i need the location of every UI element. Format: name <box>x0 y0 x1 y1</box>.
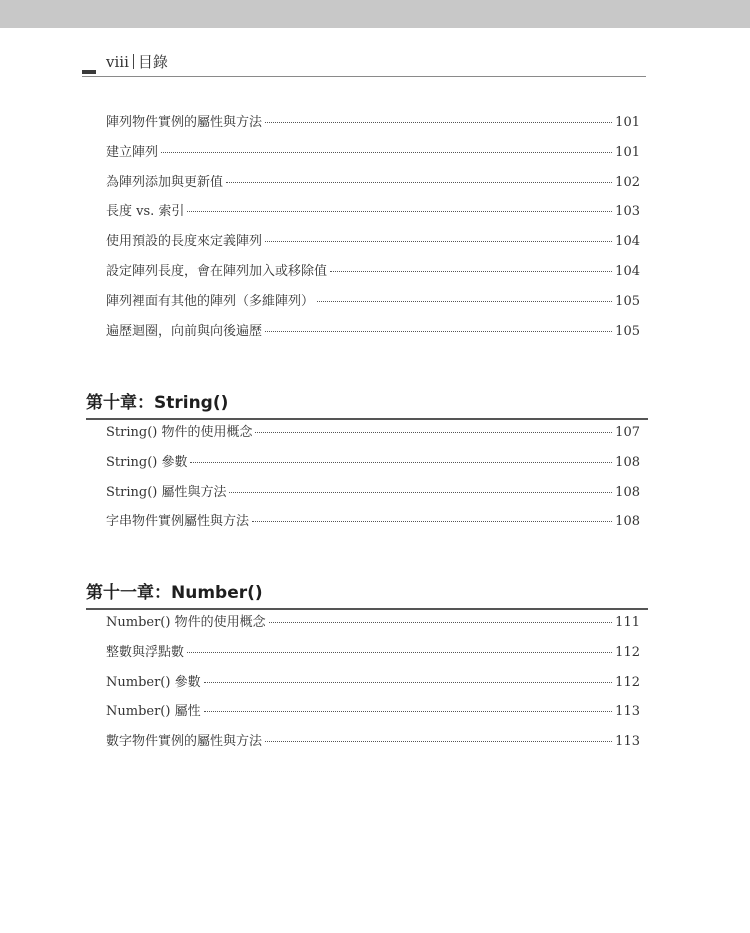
toc-entry-label: 陣列物件實例的屬性與方法 <box>106 115 263 130</box>
toc-page-number: 102 <box>615 174 640 190</box>
toc-entry[interactable] <box>106 454 640 484</box>
toc-entry[interactable] <box>106 703 640 733</box>
dot-leader <box>187 211 612 212</box>
dot-leader <box>252 521 612 522</box>
chapter-title: 第十章：String() <box>86 393 229 413</box>
toc-page-number: 113 <box>615 704 640 720</box>
running-head <box>82 52 646 78</box>
toc-entry-label: String() 物件的使用概念 <box>106 425 253 440</box>
toc-entry-label: String() 屬性與方法 <box>106 484 227 500</box>
toc-entry-label: 建立陣列 <box>106 144 159 160</box>
toc-entry-label: 長度 vs. 索引 <box>106 204 185 220</box>
toc-entry[interactable] <box>106 293 640 323</box>
toc-page-number: 112 <box>615 674 640 690</box>
toc-entry[interactable] <box>106 233 640 263</box>
toc-page-number: 107 <box>615 425 640 440</box>
dot-leader <box>255 432 612 433</box>
page-numeral: viii <box>106 53 129 71</box>
chapter-rule <box>86 608 648 610</box>
toc-entry-label: Number() 參數 <box>106 674 201 690</box>
toc-entry-label: Number() 物件的使用概念 <box>106 615 266 630</box>
toc-page-number: 113 <box>615 734 640 750</box>
toc-page-number: 101 <box>615 144 640 160</box>
toc-entry-label: String() 參數 <box>106 454 188 470</box>
toc-entry-label: 整數與浮點數 <box>106 644 185 660</box>
toc-list-chapter-11 <box>106 614 640 763</box>
header-mark <box>82 70 96 74</box>
toc-list-continued <box>106 114 640 352</box>
dot-leader <box>226 182 612 183</box>
toc-page-number: 108 <box>615 514 640 530</box>
toc-entry-label: 陣列裡面有其他的陣列（多維陣列） <box>106 293 315 309</box>
dot-leader <box>269 622 613 623</box>
toc-entry-label: Number() 屬性 <box>106 704 201 720</box>
top-banner <box>0 0 750 28</box>
dot-leader <box>229 492 612 493</box>
dot-leader <box>265 122 612 123</box>
toc-page-number: 111 <box>615 615 640 630</box>
section-name: 目錄 <box>137 53 168 71</box>
toc-entry[interactable] <box>106 263 640 293</box>
toc-page-number: 103 <box>615 204 640 220</box>
toc-entry[interactable] <box>106 644 640 674</box>
toc-page-number: 101 <box>615 115 640 130</box>
toc-entry[interactable] <box>106 484 640 514</box>
toc-entry-label: 使用預設的長度來定義陣列 <box>106 234 263 250</box>
dot-leader <box>265 331 612 332</box>
dot-leader <box>265 741 612 742</box>
toc-entry[interactable] <box>106 424 640 454</box>
toc-entry-label: 設定陣列長度，會在陣列加入或移除值 <box>106 263 328 279</box>
toc-entry-label: 為陣列添加與更新值 <box>106 174 224 190</box>
dot-leader <box>187 652 612 653</box>
toc-entry[interactable] <box>106 203 640 233</box>
dot-leader <box>317 301 612 302</box>
toc-entry[interactable] <box>106 323 640 353</box>
chapter-heading <box>86 392 648 420</box>
toc-entry-label: 遍歷迴圈，向前與向後遍歷 <box>106 323 263 339</box>
dot-leader <box>204 711 613 712</box>
toc-page-number: 104 <box>615 234 640 250</box>
header-rule <box>82 76 646 77</box>
dot-leader <box>161 152 612 153</box>
toc-list-chapter-10 <box>106 424 640 543</box>
toc-entry-label: 數字物件實例的屬性與方法 <box>106 734 263 750</box>
toc-page-number: 112 <box>615 644 640 660</box>
dot-leader <box>190 462 612 463</box>
dot-leader <box>204 682 613 683</box>
toc-page-number: 104 <box>615 263 640 279</box>
running-head-text <box>106 52 168 72</box>
dot-leader <box>330 271 612 272</box>
toc-entry[interactable] <box>106 674 640 704</box>
toc-page-number: 105 <box>615 323 640 339</box>
chapter-rule <box>86 418 648 420</box>
header-separator <box>133 54 134 69</box>
toc-entry[interactable] <box>106 513 640 543</box>
dot-leader <box>265 241 612 242</box>
toc-entry[interactable] <box>106 114 640 144</box>
toc-page-number: 108 <box>615 454 640 470</box>
toc-entry[interactable] <box>106 733 640 763</box>
toc-page-number: 105 <box>615 293 640 309</box>
toc-entry[interactable] <box>106 144 640 174</box>
toc-page-number: 108 <box>615 484 640 500</box>
toc-entry[interactable] <box>106 614 640 644</box>
toc-entry-label: 字串物件實例屬性與方法 <box>106 514 250 530</box>
chapter-title: 第十一章：Number() <box>86 583 263 603</box>
toc-entry[interactable] <box>106 174 640 204</box>
chapter-heading <box>86 582 648 610</box>
